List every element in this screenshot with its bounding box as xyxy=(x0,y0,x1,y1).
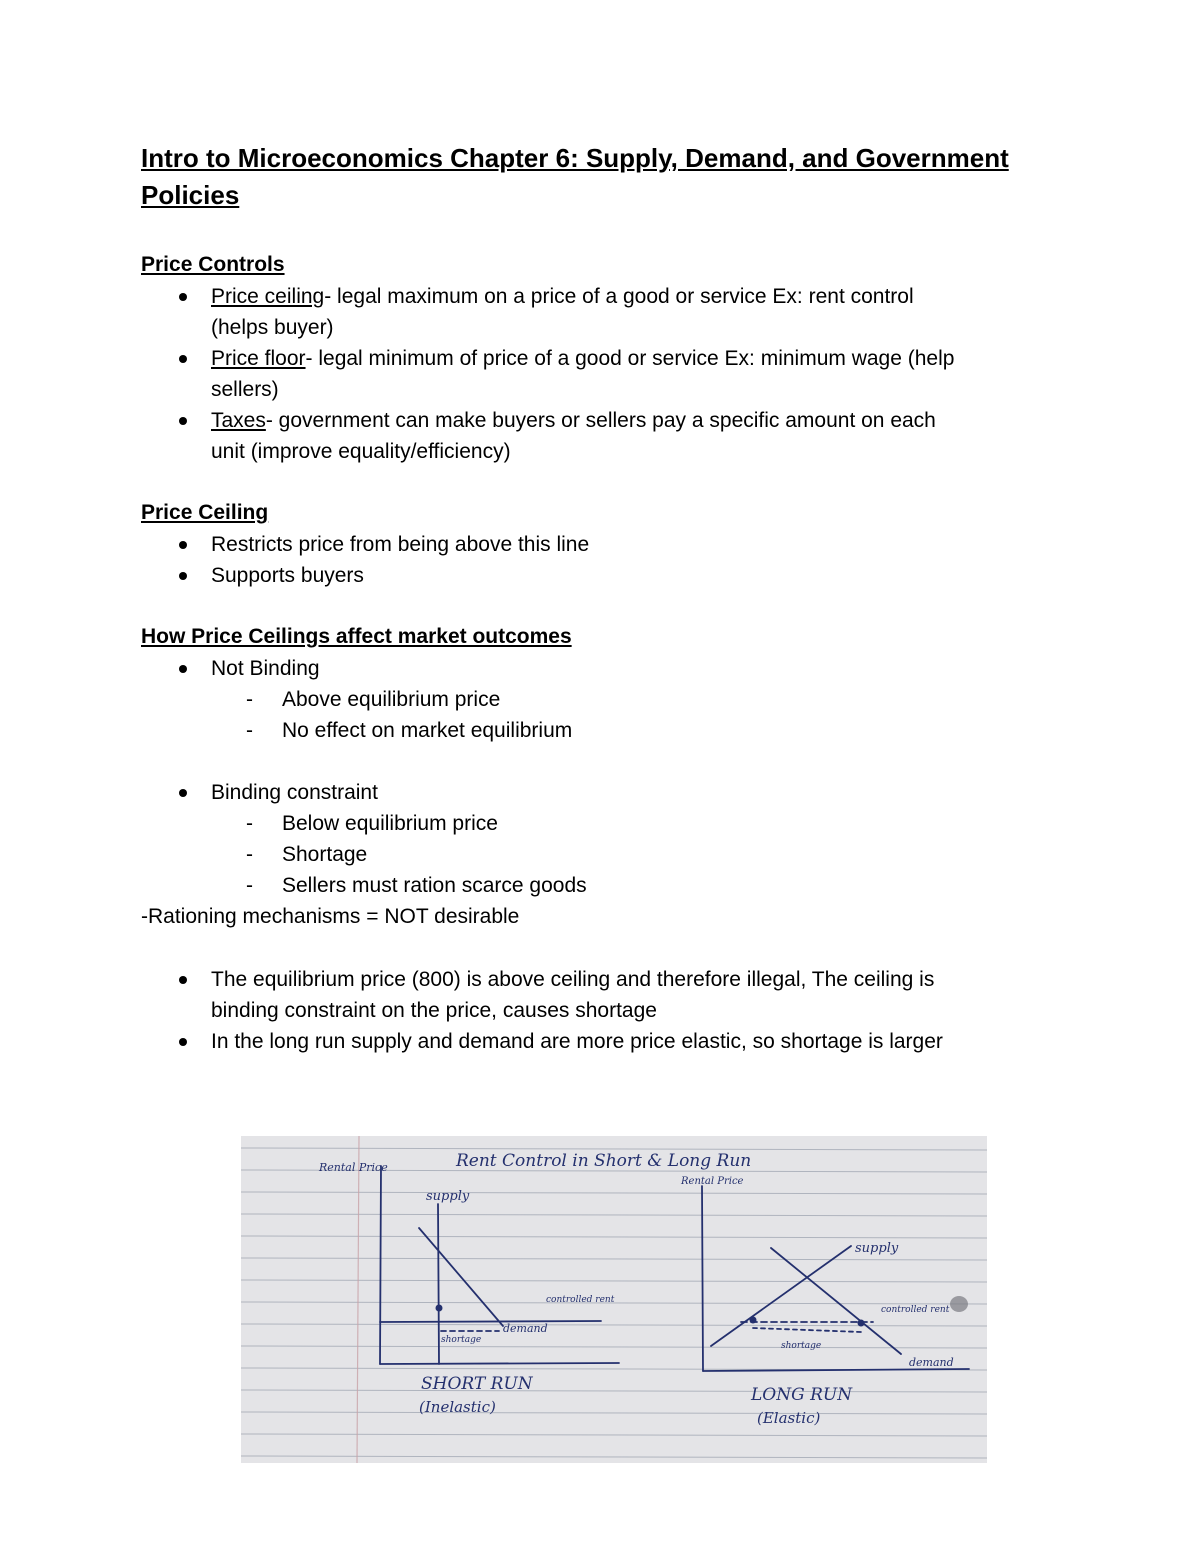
definition: - legal maximum on a price of a good or service Ex: rent control xyxy=(324,285,914,308)
right-y-label: Rental Price xyxy=(681,1176,744,1187)
left-equilibrium-point xyxy=(436,1305,443,1312)
list-item-continuation: sellers) xyxy=(211,378,279,401)
left-caption-1: SHORT RUN xyxy=(421,1374,533,1394)
bullet xyxy=(179,1038,187,1046)
bullet xyxy=(179,789,187,797)
list-item: Binding constraint xyxy=(211,781,378,804)
left-ceiling-label: controlled rent xyxy=(546,1295,615,1305)
bullet xyxy=(179,665,187,673)
right-caption-2: (Elastic) xyxy=(757,1409,821,1427)
right-caption-1: LONG RUN xyxy=(751,1385,853,1405)
list-item xyxy=(211,343,954,374)
term-taxes: Taxes xyxy=(211,409,266,432)
left-supply-curve xyxy=(438,1204,439,1364)
left-demand-label: demand xyxy=(503,1322,548,1335)
definition: - government can make buyers or sellers pay a specific amount on each xyxy=(265,409,936,432)
left-y-label: Rental Price xyxy=(319,1161,388,1174)
sub-item: Shortage xyxy=(282,843,368,866)
sub-item: Below equilibrium price xyxy=(282,812,498,835)
dash-marker: - xyxy=(246,843,253,866)
bullet xyxy=(179,572,187,580)
list-item: In the long run supply and demand are more price elastic, so shortage is larger xyxy=(211,1030,943,1053)
right-shortage-label: shortage xyxy=(781,1341,822,1351)
dash-marker: - xyxy=(246,688,253,711)
dash-marker: - xyxy=(246,719,253,742)
rent-control-sketch xyxy=(241,1136,987,1463)
list-item xyxy=(211,281,914,312)
sub-item: Above equilibrium price xyxy=(282,688,501,711)
list-item: Restricts price from being above this line xyxy=(211,533,590,556)
right-equilibrium-point xyxy=(750,1317,757,1324)
sub-item: No effect on market equilibrium xyxy=(282,719,573,742)
left-ceiling-line xyxy=(380,1321,601,1322)
left-supply-label: supply xyxy=(426,1189,470,1204)
sketch-title: Rent Control in Short & Long Run xyxy=(456,1151,752,1171)
dash-marker: - xyxy=(246,874,253,897)
list-item-continuation: unit (improve equality/efficiency) xyxy=(211,440,511,463)
right-demand-label: demand xyxy=(909,1356,954,1369)
section-heading-price-ceiling: Price Ceiling xyxy=(141,501,269,524)
bullet xyxy=(179,293,187,301)
left-y-axis xyxy=(380,1166,381,1364)
left-caption-2: (Inelastic) xyxy=(419,1398,496,1416)
ink-smudge xyxy=(950,1296,968,1312)
term-price-ceiling: Price ceiling xyxy=(211,285,325,308)
right-y-axis xyxy=(702,1186,703,1371)
right-supply-label: supply xyxy=(855,1241,899,1256)
rationing-note: -Rationing mechanisms = NOT desirable xyxy=(141,905,520,928)
definition: - legal minimum of price of a good or service Ex: minimum wage (help xyxy=(305,347,955,370)
bullet xyxy=(179,541,187,549)
list-item: Supports buyers xyxy=(211,564,364,587)
section-heading-price-controls: Price Controls xyxy=(141,253,285,276)
right-demand-point xyxy=(858,1320,865,1327)
term-price-floor: Price floor xyxy=(211,347,306,370)
dash-marker: - xyxy=(246,812,253,835)
bullet xyxy=(179,976,187,984)
right-ceiling-label: controlled rent xyxy=(881,1305,950,1315)
left-x-axis xyxy=(380,1363,619,1364)
left-shortage-label: shortage xyxy=(441,1335,482,1345)
bullet xyxy=(179,355,187,363)
list-item: The equilibrium price (800) is above ceiling and therefore illegal, The ceiling is xyxy=(211,968,935,991)
page-title: Intro to Microeconomics Chapter 6: Supply, Demand, and Government Policies xyxy=(141,143,1009,210)
bullet xyxy=(179,417,187,425)
list-item: Not Binding xyxy=(211,657,320,680)
list-item xyxy=(211,405,936,436)
list-item-continuation: (helps buyer) xyxy=(211,316,334,339)
list-item-continuation: binding constraint on the price, causes shortage xyxy=(211,999,657,1022)
sub-item: Sellers must ration scarce goods xyxy=(282,874,587,897)
section-heading-market-outcomes: How Price Ceilings affect market outcomes xyxy=(141,625,572,648)
